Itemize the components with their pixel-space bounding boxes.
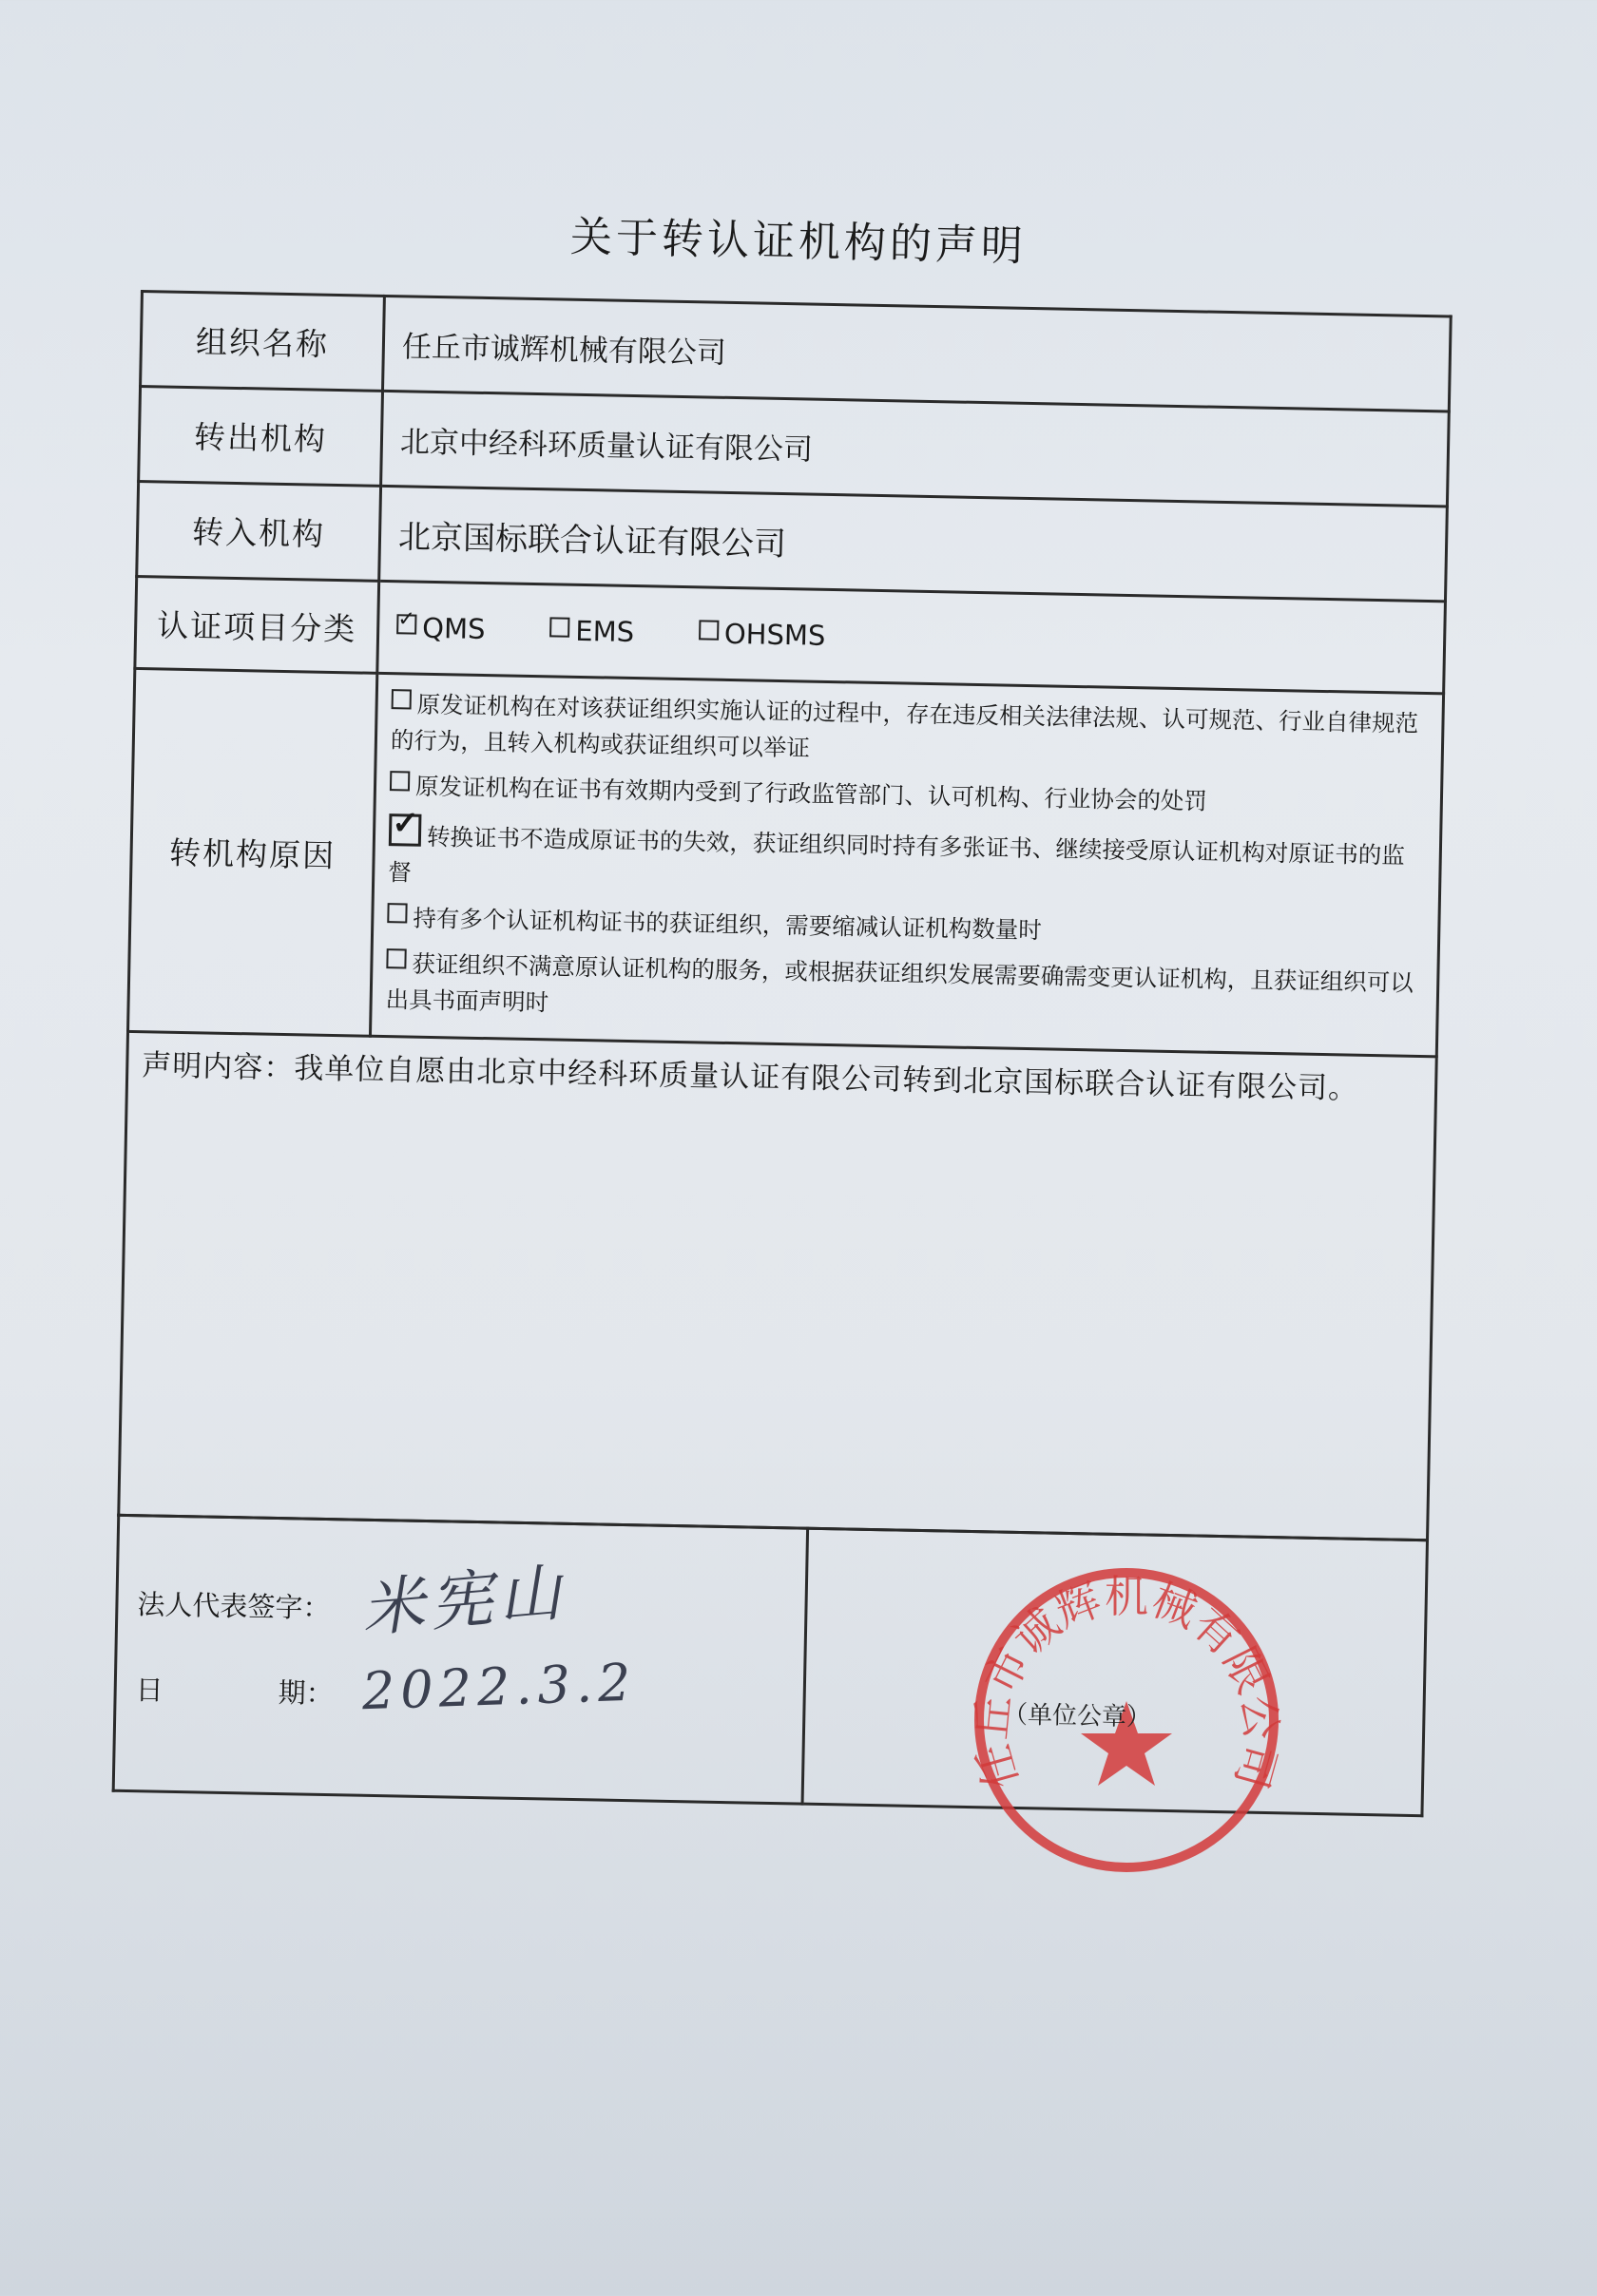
signature-cell [113, 1515, 807, 1804]
out-value: 北京中经科环质量认证有限公司 [381, 391, 1450, 507]
out-label: 转出机构 [139, 387, 383, 487]
category-ohsms-label: OHSMS [723, 617, 826, 652]
reason-item[interactable] [390, 768, 1428, 824]
in-label: 转入机构 [137, 481, 381, 581]
category-ems-label: EMS [574, 614, 635, 649]
reason-list [370, 673, 1443, 1056]
statement-cell [119, 1031, 1437, 1540]
checkbox-icon [699, 620, 719, 640]
seal-caption: （单位公章） [1002, 1700, 1152, 1732]
seal-ring-text: 任丘市诚辉机械有限公司 [965, 1571, 1288, 1795]
checkbox-icon [392, 689, 412, 709]
org-label: 组织名称 [141, 292, 385, 392]
statement-label: 声明内容： [141, 1048, 295, 1086]
category-label: 认证项目分类 [135, 576, 379, 673]
category-ohsms[interactable] [699, 617, 826, 652]
category-ems[interactable] [549, 614, 634, 648]
row-statement [119, 1031, 1437, 1540]
rep-signature: 米宪山 [358, 1555, 570, 1646]
checkbox-icon [389, 813, 422, 847]
in-value: 北京国标联合认证有限公司 [379, 486, 1448, 602]
date-value: 2022.3.2 [360, 1652, 638, 1722]
reason-text: 转换证书不造成原证书的失效，获证组织同时持有多张证书、继续接受原认证机构对原证书的监督 [388, 822, 1406, 887]
reason-item[interactable] [391, 686, 1429, 778]
checkbox-icon [386, 948, 406, 968]
reason-label: 转机构原因 [128, 668, 377, 1036]
checkbox-icon [549, 617, 569, 637]
reason-text: 原发证机构在对该获证组织实施认证的过程中，存在违反相关法律法规、认可规范、行业自律规范的行为，且转入机构或获证组织可以举证 [390, 690, 1419, 762]
reason-text: 原发证机构在证书有效期内受到了行政监管部门、认可机构、行业协会的处罚 [414, 772, 1208, 815]
reason-item[interactable] [387, 900, 1425, 956]
rep-label: 法人代表签字： [137, 1588, 331, 1625]
checkbox-icon [387, 903, 407, 923]
reason-item[interactable] [385, 946, 1423, 1038]
date-label-1: 日 [135, 1674, 164, 1707]
statement-text: 我单位自愿由北京中经科环质量认证有限公司转到北京国标联合认证有限公司。 [293, 1051, 1359, 1106]
reason-text: 获证组织不满意原认证机构的服务，或根据获证组织发展需要确需变更认证机构，且获证组织可以出具书面声明时 [385, 949, 1414, 1017]
checkbox-icon [390, 771, 410, 791]
row-reasons [128, 668, 1444, 1056]
reason-item[interactable] [388, 813, 1426, 910]
document-title: 关于转认证机构的声明 [569, 212, 1028, 272]
form-table [117, 290, 1453, 1541]
org-value: 任丘市诚辉机械有限公司 [383, 296, 1452, 411]
reason-text: 持有多个认证机构证书的获证组织，需要缩减认证机构数量时 [413, 904, 1043, 945]
checkbox-icon [396, 614, 416, 634]
category-qms[interactable] [396, 611, 486, 645]
category-qms-label: QMS [421, 611, 486, 646]
date-label-2: 期： [278, 1676, 335, 1711]
